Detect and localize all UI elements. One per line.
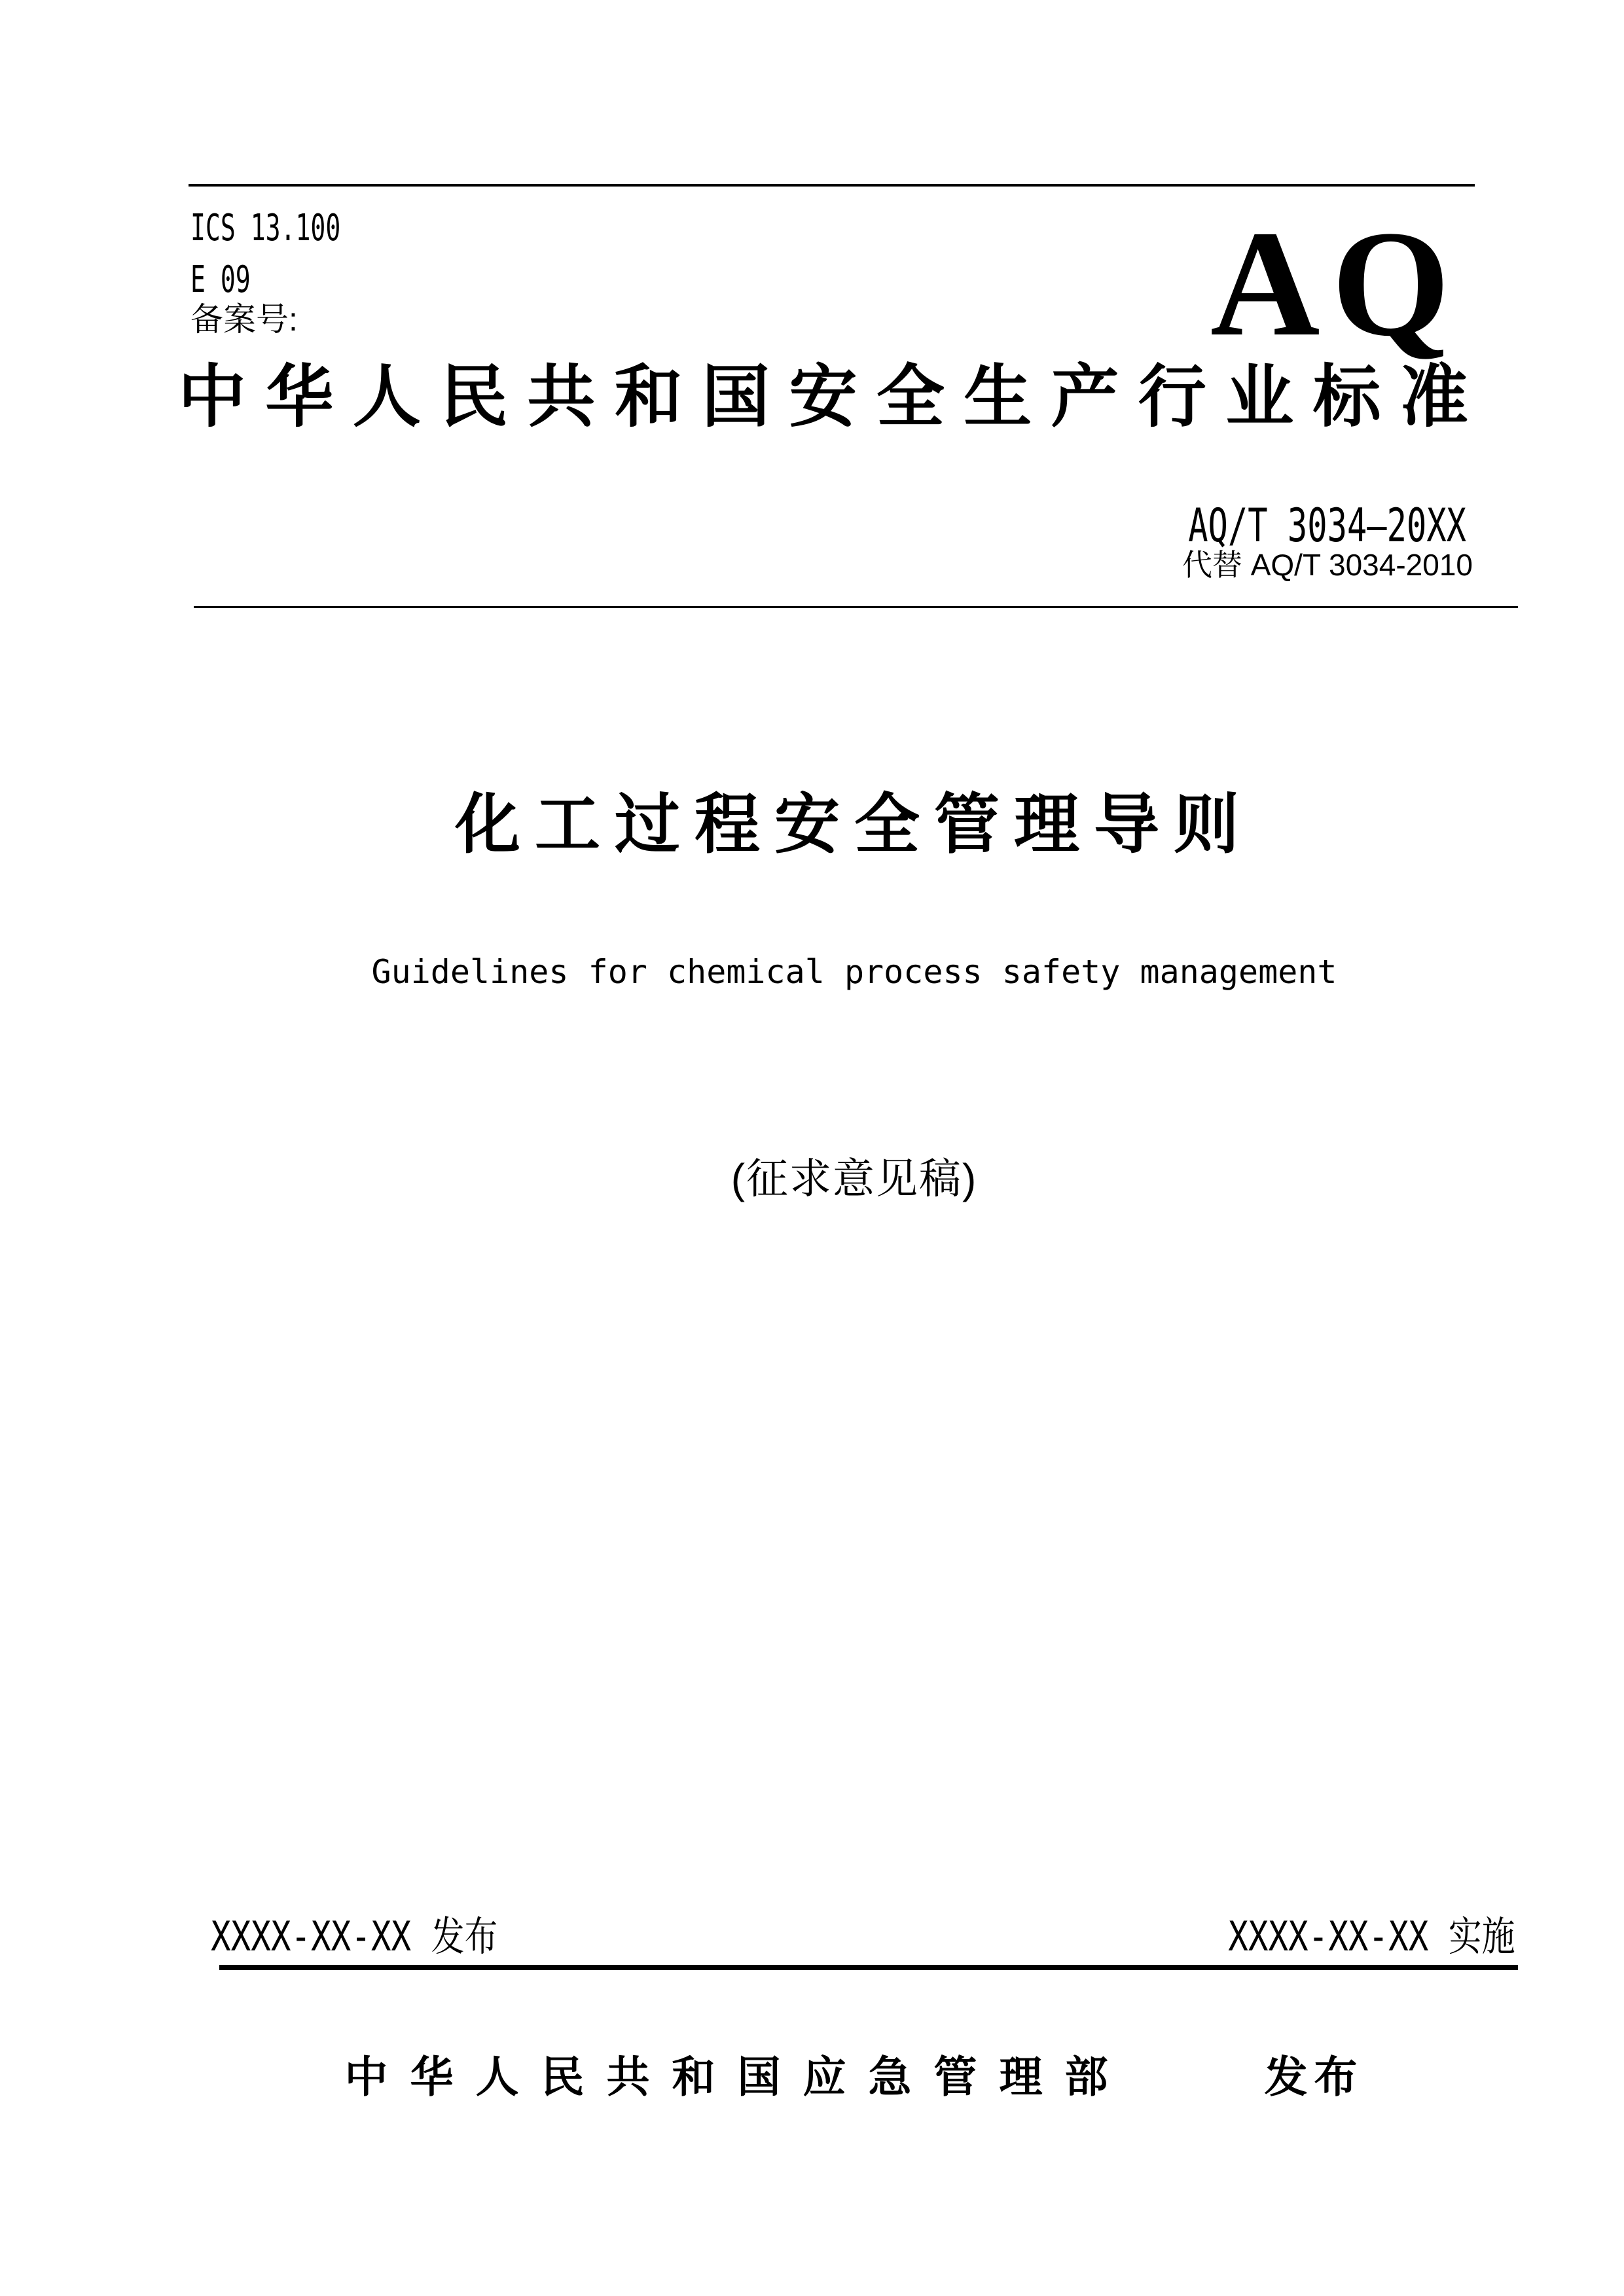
document-title-en: Guidelines for chemical process safety management [371, 953, 1337, 991]
header-rule [194, 606, 1518, 608]
top-rule [189, 184, 1475, 187]
implementation-date: XXXX-XX-XX 实施 [1228, 1912, 1515, 1960]
ics-code: ICS 13.100 [190, 207, 341, 249]
document-title-cn: 化工过程安全管理导则 [455, 788, 1254, 861]
aq-logo: AQ [1210, 200, 1462, 368]
publisher-name: 中华人民共和国应急管理部 [344, 2054, 1130, 2102]
publisher-row [190, 2056, 1519, 2100]
standard-number: AQ/T 3034—20XX [1188, 499, 1466, 552]
replaced-standard: 代替 AQ/T 3034-2010 [1182, 548, 1473, 582]
draft-status-note: (征求意见稿) [731, 1155, 978, 1202]
record-number-label: 备案号: [190, 301, 298, 338]
publish-label: 发布 [1264, 2054, 1364, 2102]
standard-category-title: 中华人民共和国安全生产行业标准 [178, 359, 1468, 435]
footer-rule [219, 1965, 1518, 1970]
doc-class-code: E 09 [190, 259, 251, 301]
issue-date: XXXX-XX-XX 发布 [211, 1912, 498, 1960]
